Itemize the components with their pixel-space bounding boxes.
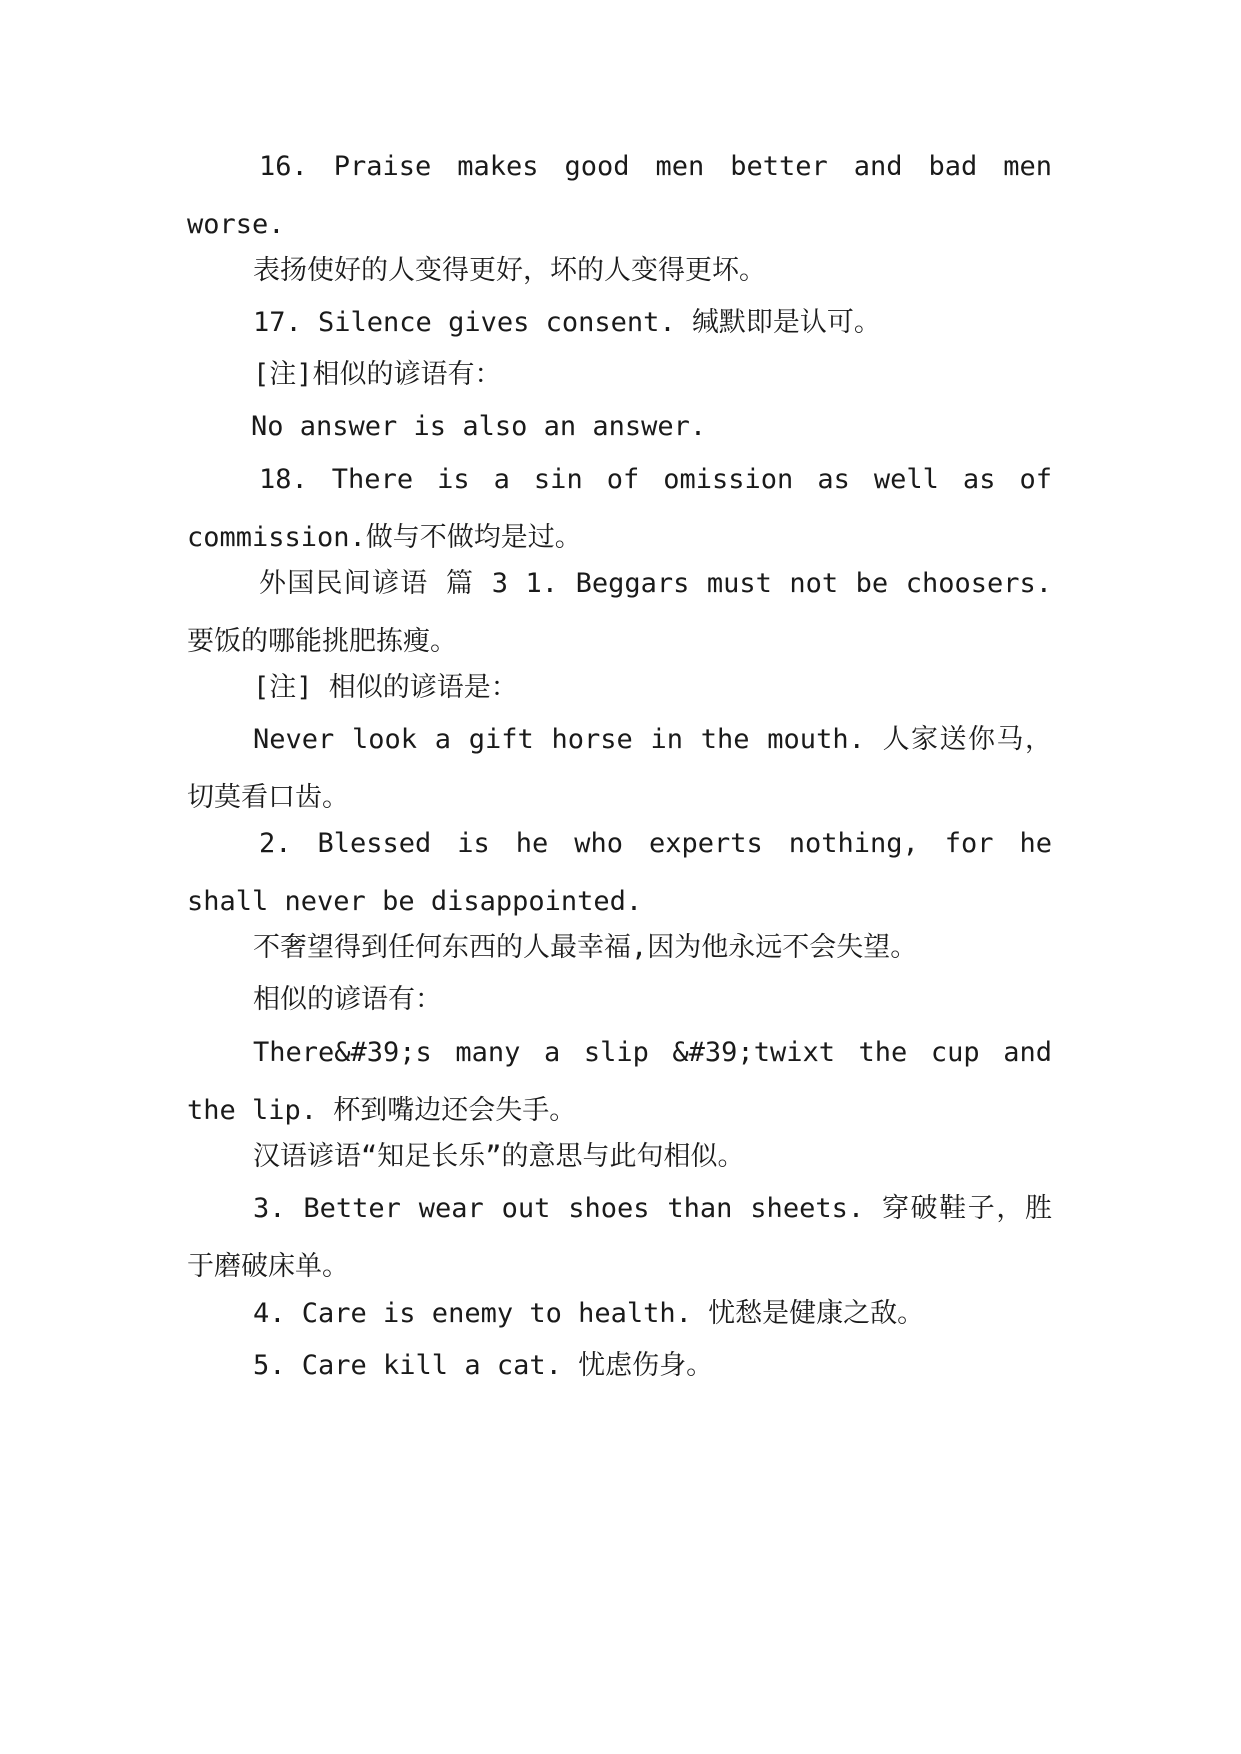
- proverb-16-translation: 表扬使好的人变得更好，坏的人变得更坏。: [253, 255, 766, 286]
- proverb-18: 18. There is a sin of omission as well as of commission.做与不做均是过。: [187, 464, 1052, 553]
- proverb-1-note: [注] 相似的谚语是：: [253, 672, 518, 703]
- proverb-5: 5. Care kill a cat. 忧虑伤身。: [253, 1350, 714, 1381]
- proverb-2: 2. Blessed is he who experts nothing, for he shall never be disappointed.: [187, 828, 1052, 917]
- proverb-2-chinese-similar: 汉语谚语“知足长乐”的意思与此句相似。: [253, 1141, 745, 1172]
- proverb-2-translation: 不奢望得到任何东西的人最幸福,因为他永远不会失望。: [253, 932, 918, 963]
- proverb-3: 3. Better wear out shoes than sheets. 穿破鞋子，胜于磨破床单。: [187, 1193, 1052, 1282]
- proverb-2-similar: There&#39;s many a slip &#39;twixt the cup and the lip. 杯到嘴边还会失手。: [187, 1037, 1052, 1126]
- proverb-17-note: [注]相似的谚语有：: [253, 359, 502, 390]
- proverb-1-similar: Never look a gift horse in the mouth. 人家送你马，切莫看口齿。: [187, 724, 1052, 813]
- proverb-17-similar: No answer is also an answer.: [251, 411, 707, 442]
- proverb-17: 17. Silence gives consent. 缄默即是认可。: [253, 307, 881, 338]
- proverb-4: 4. Care is enemy to health. 忧愁是健康之敌。: [253, 1298, 925, 1329]
- proverb-2-note: 相似的谚语有：: [253, 984, 442, 1015]
- proverb-16: 16. Praise makes good men better and bad men worse.: [187, 151, 1052, 240]
- section-3-proverb-1: 外国民间谚语 篇 3 1. Beggars must not be choosers. 要饭的哪能挑肥拣瘦。: [187, 568, 1052, 657]
